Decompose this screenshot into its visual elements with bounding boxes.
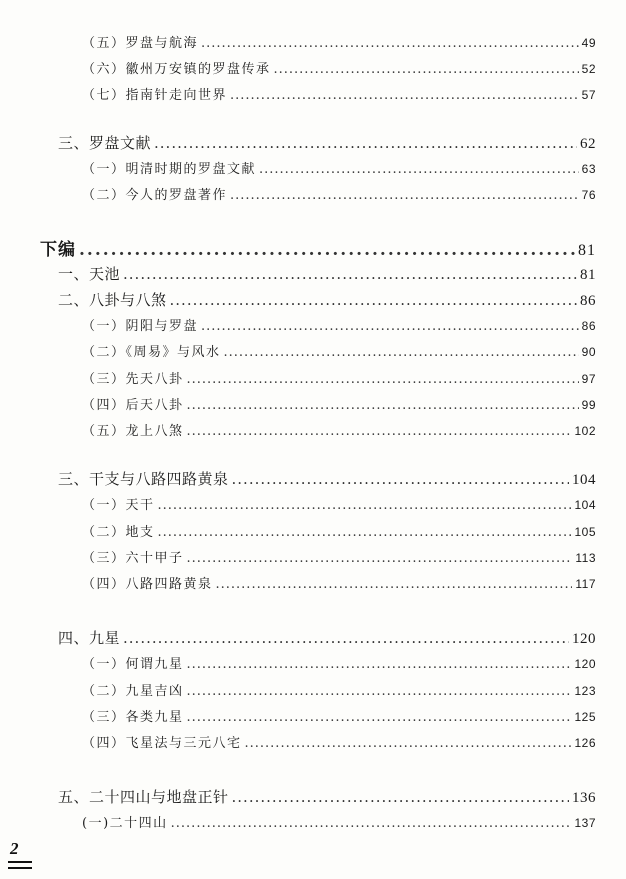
- toc-part-label: 下编: [40, 240, 76, 260]
- toc-entry-page: 76: [581, 188, 596, 202]
- toc-section-page: 62: [580, 136, 596, 152]
- toc-entry-label: （六）徽州万安镇的罗盘传承: [82, 62, 271, 77]
- toc-entry-label: （一）何谓九星: [82, 657, 184, 672]
- toc-section-label: 三、罗盘文献: [58, 134, 152, 152]
- toc-entry: [82, 680, 596, 699]
- toc-entry: [82, 573, 596, 592]
- toc-section: [58, 627, 596, 648]
- toc-section: [58, 786, 596, 807]
- dot-leader: [274, 62, 579, 77]
- dot-leader: [187, 398, 579, 413]
- toc-section-page: 136: [572, 790, 596, 806]
- toc-entry-page: 49: [581, 36, 596, 50]
- toc-part-heading: [40, 235, 596, 260]
- toc-entry-label: （一）阴阳与罗盘: [82, 319, 199, 334]
- dot-leader: [123, 629, 569, 647]
- toc-entry-label: (一)二十四山: [82, 816, 168, 831]
- dot-leader: [154, 134, 577, 152]
- toc-entry-label: （五）龙上八煞: [82, 424, 184, 439]
- dot-leader: [187, 684, 572, 699]
- toc-entry-page: 120: [574, 657, 596, 671]
- toc-entry-label: （三）六十甲子: [82, 551, 184, 566]
- toc-entry-page: 97: [581, 372, 596, 386]
- toc-entry-page: 105: [574, 525, 596, 539]
- toc-entry: [82, 420, 596, 439]
- toc-entry-label: （三）各类九星: [82, 710, 184, 725]
- toc-entry: [82, 341, 596, 360]
- dot-leader: [170, 291, 577, 309]
- toc-entry-label: （七）指南针走向世界: [82, 88, 228, 103]
- dot-leader: [230, 188, 579, 203]
- toc-entry: [82, 184, 596, 203]
- toc-entry: [82, 812, 596, 831]
- toc-section-label: 一、天池: [58, 265, 121, 283]
- dot-leader: [187, 710, 572, 725]
- dot-leader: [201, 319, 579, 334]
- dot-leader: [158, 498, 572, 513]
- toc-entry: [82, 32, 596, 51]
- toc-entry: [82, 706, 596, 725]
- toc-section-label: 五、二十四山与地盘正针: [58, 788, 229, 806]
- dot-leader: [245, 736, 572, 751]
- dot-leader: [230, 88, 579, 103]
- toc-entry: [82, 84, 596, 103]
- dot-leader: [187, 424, 572, 439]
- toc-section-page: 86: [580, 293, 596, 309]
- dot-leader: [187, 551, 573, 566]
- toc-entry: [82, 732, 596, 751]
- toc-entry-page: 52: [581, 62, 596, 76]
- toc-entry-page: 104: [574, 498, 596, 512]
- toc-entry-page: 117: [575, 577, 596, 591]
- dot-leader: [79, 240, 575, 260]
- toc-entry-page: 63: [581, 162, 596, 176]
- toc-entry-label: （四）飞星法与三元八宅: [82, 736, 242, 751]
- dot-leader: [187, 372, 579, 387]
- page-number-rule: [8, 861, 32, 863]
- dot-leader: [158, 525, 572, 540]
- toc-entry: [82, 158, 596, 177]
- toc-entry: [82, 521, 596, 540]
- toc-entry: [82, 494, 596, 513]
- dot-leader: [224, 345, 579, 360]
- toc-entry-label: （四）八路四路黄泉: [82, 577, 213, 592]
- toc-entry: [82, 547, 596, 566]
- toc-entry-label: （二）今人的罗盘著作: [82, 188, 228, 203]
- toc-entry-page: 125: [574, 710, 596, 724]
- toc-section-page: 120: [572, 631, 596, 647]
- toc-entry-label: （二）地支: [82, 525, 155, 540]
- toc-entry-page: 137: [574, 816, 596, 830]
- toc-entry-page: 113: [575, 551, 596, 565]
- toc-entry-page: 123: [574, 684, 596, 698]
- toc-entry-label: （二）九星吉凶: [82, 684, 184, 699]
- toc-entry: [82, 653, 596, 672]
- toc-entry-label: （一）天干: [82, 498, 155, 513]
- toc-section-page: 81: [580, 267, 596, 283]
- toc-entry-label: （四）后天八卦: [82, 398, 184, 413]
- toc-entry-label: （一）明清时期的罗盘文献: [82, 162, 257, 177]
- dot-leader: [259, 162, 579, 177]
- toc-section-label: 二、八卦与八煞: [58, 291, 167, 309]
- toc-section: [58, 468, 596, 489]
- dot-leader: [232, 470, 569, 488]
- toc-entry-label: （二）《周易》与风水: [82, 345, 221, 360]
- toc-entry-label: （三）先天八卦: [82, 372, 184, 387]
- toc-entry-page: 99: [581, 398, 596, 412]
- toc-entry-label: （五）罗盘与航海: [82, 36, 199, 51]
- toc-section-page: 104: [572, 472, 596, 488]
- toc-section: [58, 263, 596, 284]
- dot-leader: [232, 788, 569, 806]
- page-number-rule: [8, 867, 32, 869]
- toc-section: [58, 289, 596, 310]
- toc-section: [58, 132, 596, 153]
- page-number: 2: [10, 839, 19, 858]
- toc-part-page: 81: [578, 242, 596, 259]
- toc-section-label: 三、干支与八路四路黄泉: [58, 470, 229, 488]
- toc-entry: [82, 58, 596, 77]
- toc-entry: [82, 368, 596, 387]
- toc-entry-page: 90: [581, 345, 596, 359]
- dot-leader: [216, 577, 573, 592]
- toc-section-label: 四、九星: [58, 629, 121, 647]
- dot-leader: [187, 657, 572, 672]
- toc-entry-page: 86: [581, 319, 596, 333]
- dot-leader: [123, 265, 577, 283]
- toc-entry-page: 126: [574, 736, 596, 750]
- dot-leader: [201, 36, 579, 51]
- toc-entry: [82, 394, 596, 413]
- toc-entry: [82, 315, 596, 334]
- toc-entry-page: 102: [574, 424, 596, 438]
- dot-leader: [171, 816, 572, 831]
- toc-entry-page: 57: [581, 88, 596, 102]
